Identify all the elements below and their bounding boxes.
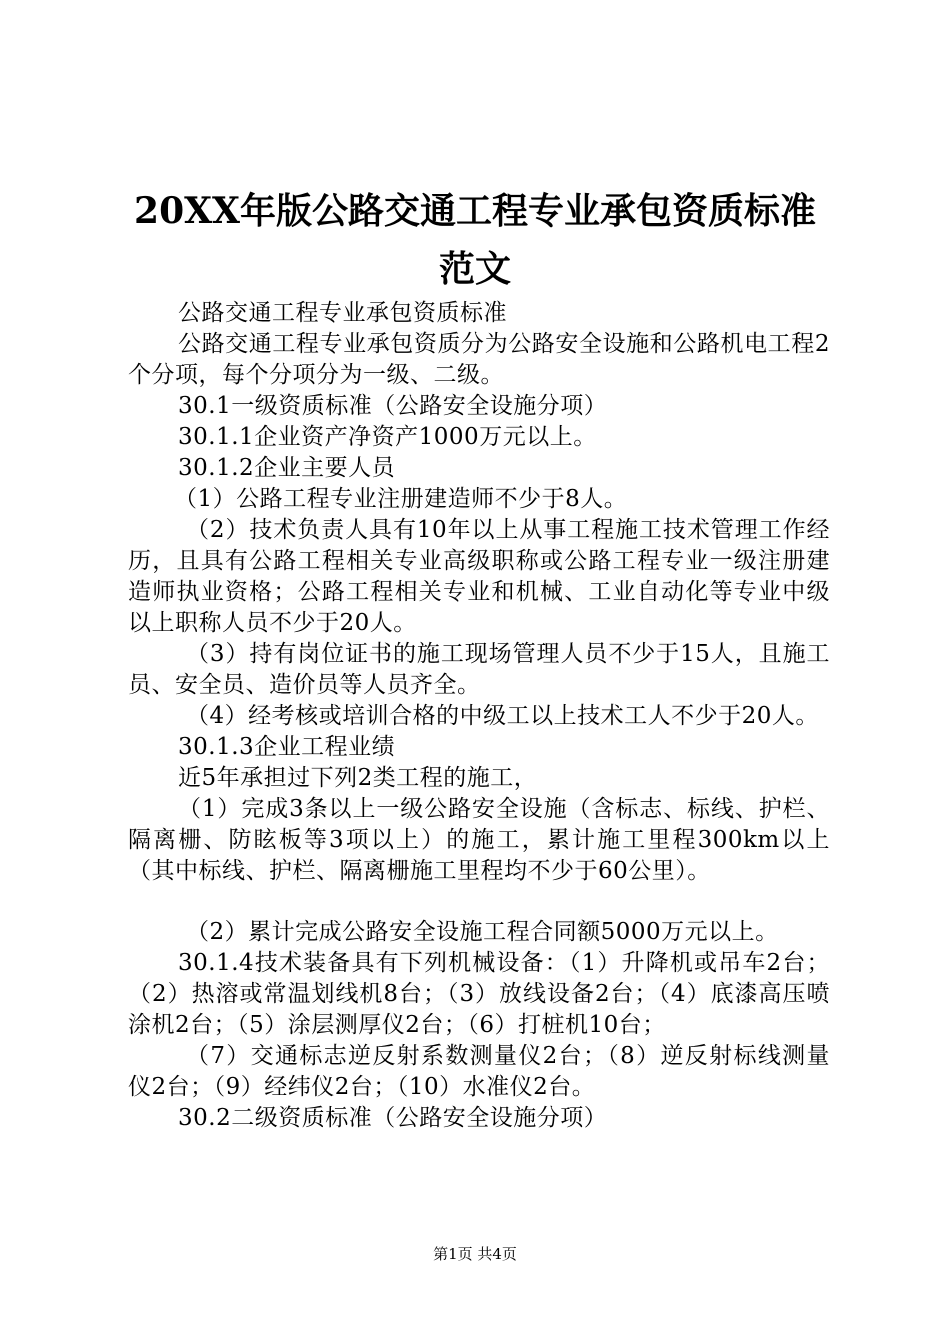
paragraph-spacer: [128, 887, 830, 917]
paragraph-intro: 公路交通工程专业承包资质分为公路安全设施和公路机电工程2个分项，每个分项分为一级、二级。: [128, 331, 830, 388]
paragraph-30-1-2: 30.1.2企业主要人员: [178, 455, 396, 481]
document-title: 20XX年版公路交通工程专业承包资质标准范文: [134, 190, 816, 290]
page-footer: 第1页 共4页: [433, 1245, 517, 1263]
paragraph-performance-1: （1）完成3条以上一级公路安全设施（含标志、标线、护栏、隔离栅、防眩板等3项以上）的施工，累计施工里程300km以上（其中标线、护栏、隔离栅施工里程均不少于60公里）。: [128, 796, 830, 884]
paragraph-30-1-1: 30.1.1企业资产净资产1000万元以上。: [178, 424, 597, 450]
paragraph-section-30-1: 30.1一级资质标准（公路安全设施分项）: [178, 393, 608, 419]
paragraph-30-1-4: 30.1.4技术装备具有下列机械设备：（1）升降机或吊车2台；（2）热溶或常温划线机8台；（3）放线设备2台；（4）底漆高压喷涂机2台；（5）涂层测厚仪2台；（6）打桩机10台；: [128, 950, 830, 1038]
paragraph-item-4: （4）经考核或培训合格的中级工以上技术工人不少于20人。: [186, 703, 819, 729]
paragraph-item-2: （2）技术负责人具有10年以上从事工程施工技术管理工作经历，且具有公路工程相关专业高级职称或公路工程专业一级注册建造师执业资格；公路工程相关专业和机械、工业自动化等专业中级以上职称人员不少于20人。: [128, 517, 830, 636]
paragraph-equipment-continued: （7）交通标志逆反射系数测量仪2台；（8）逆反射标线测量仪2台；（9）经纬仪2台；（10）水准仪2台。: [128, 1043, 830, 1100]
paragraph-heading: 公路交通工程专业承包资质标准: [178, 300, 507, 326]
paragraph-30-1-3: 30.1.3企业工程业绩: [178, 734, 396, 760]
paragraph-performance-intro: 近5年承担过下列2类工程的施工，: [178, 765, 538, 791]
paragraph-section-30-2: 30.2二级资质标准（公路安全设施分项）: [178, 1105, 608, 1131]
paragraph-performance-2: （2）累计完成公路安全设施工程合同额5000万元以上。: [186, 919, 779, 945]
document-body: [128, 298, 830, 1134]
paragraph-item-3: （3）持有岗位证书的施工现场管理人员不少于15人，且施工员、安全员、造价员等人员齐全。: [128, 641, 830, 698]
paragraph-item-1: （1）公路工程专业注册建造师不少于8人。: [174, 486, 628, 512]
